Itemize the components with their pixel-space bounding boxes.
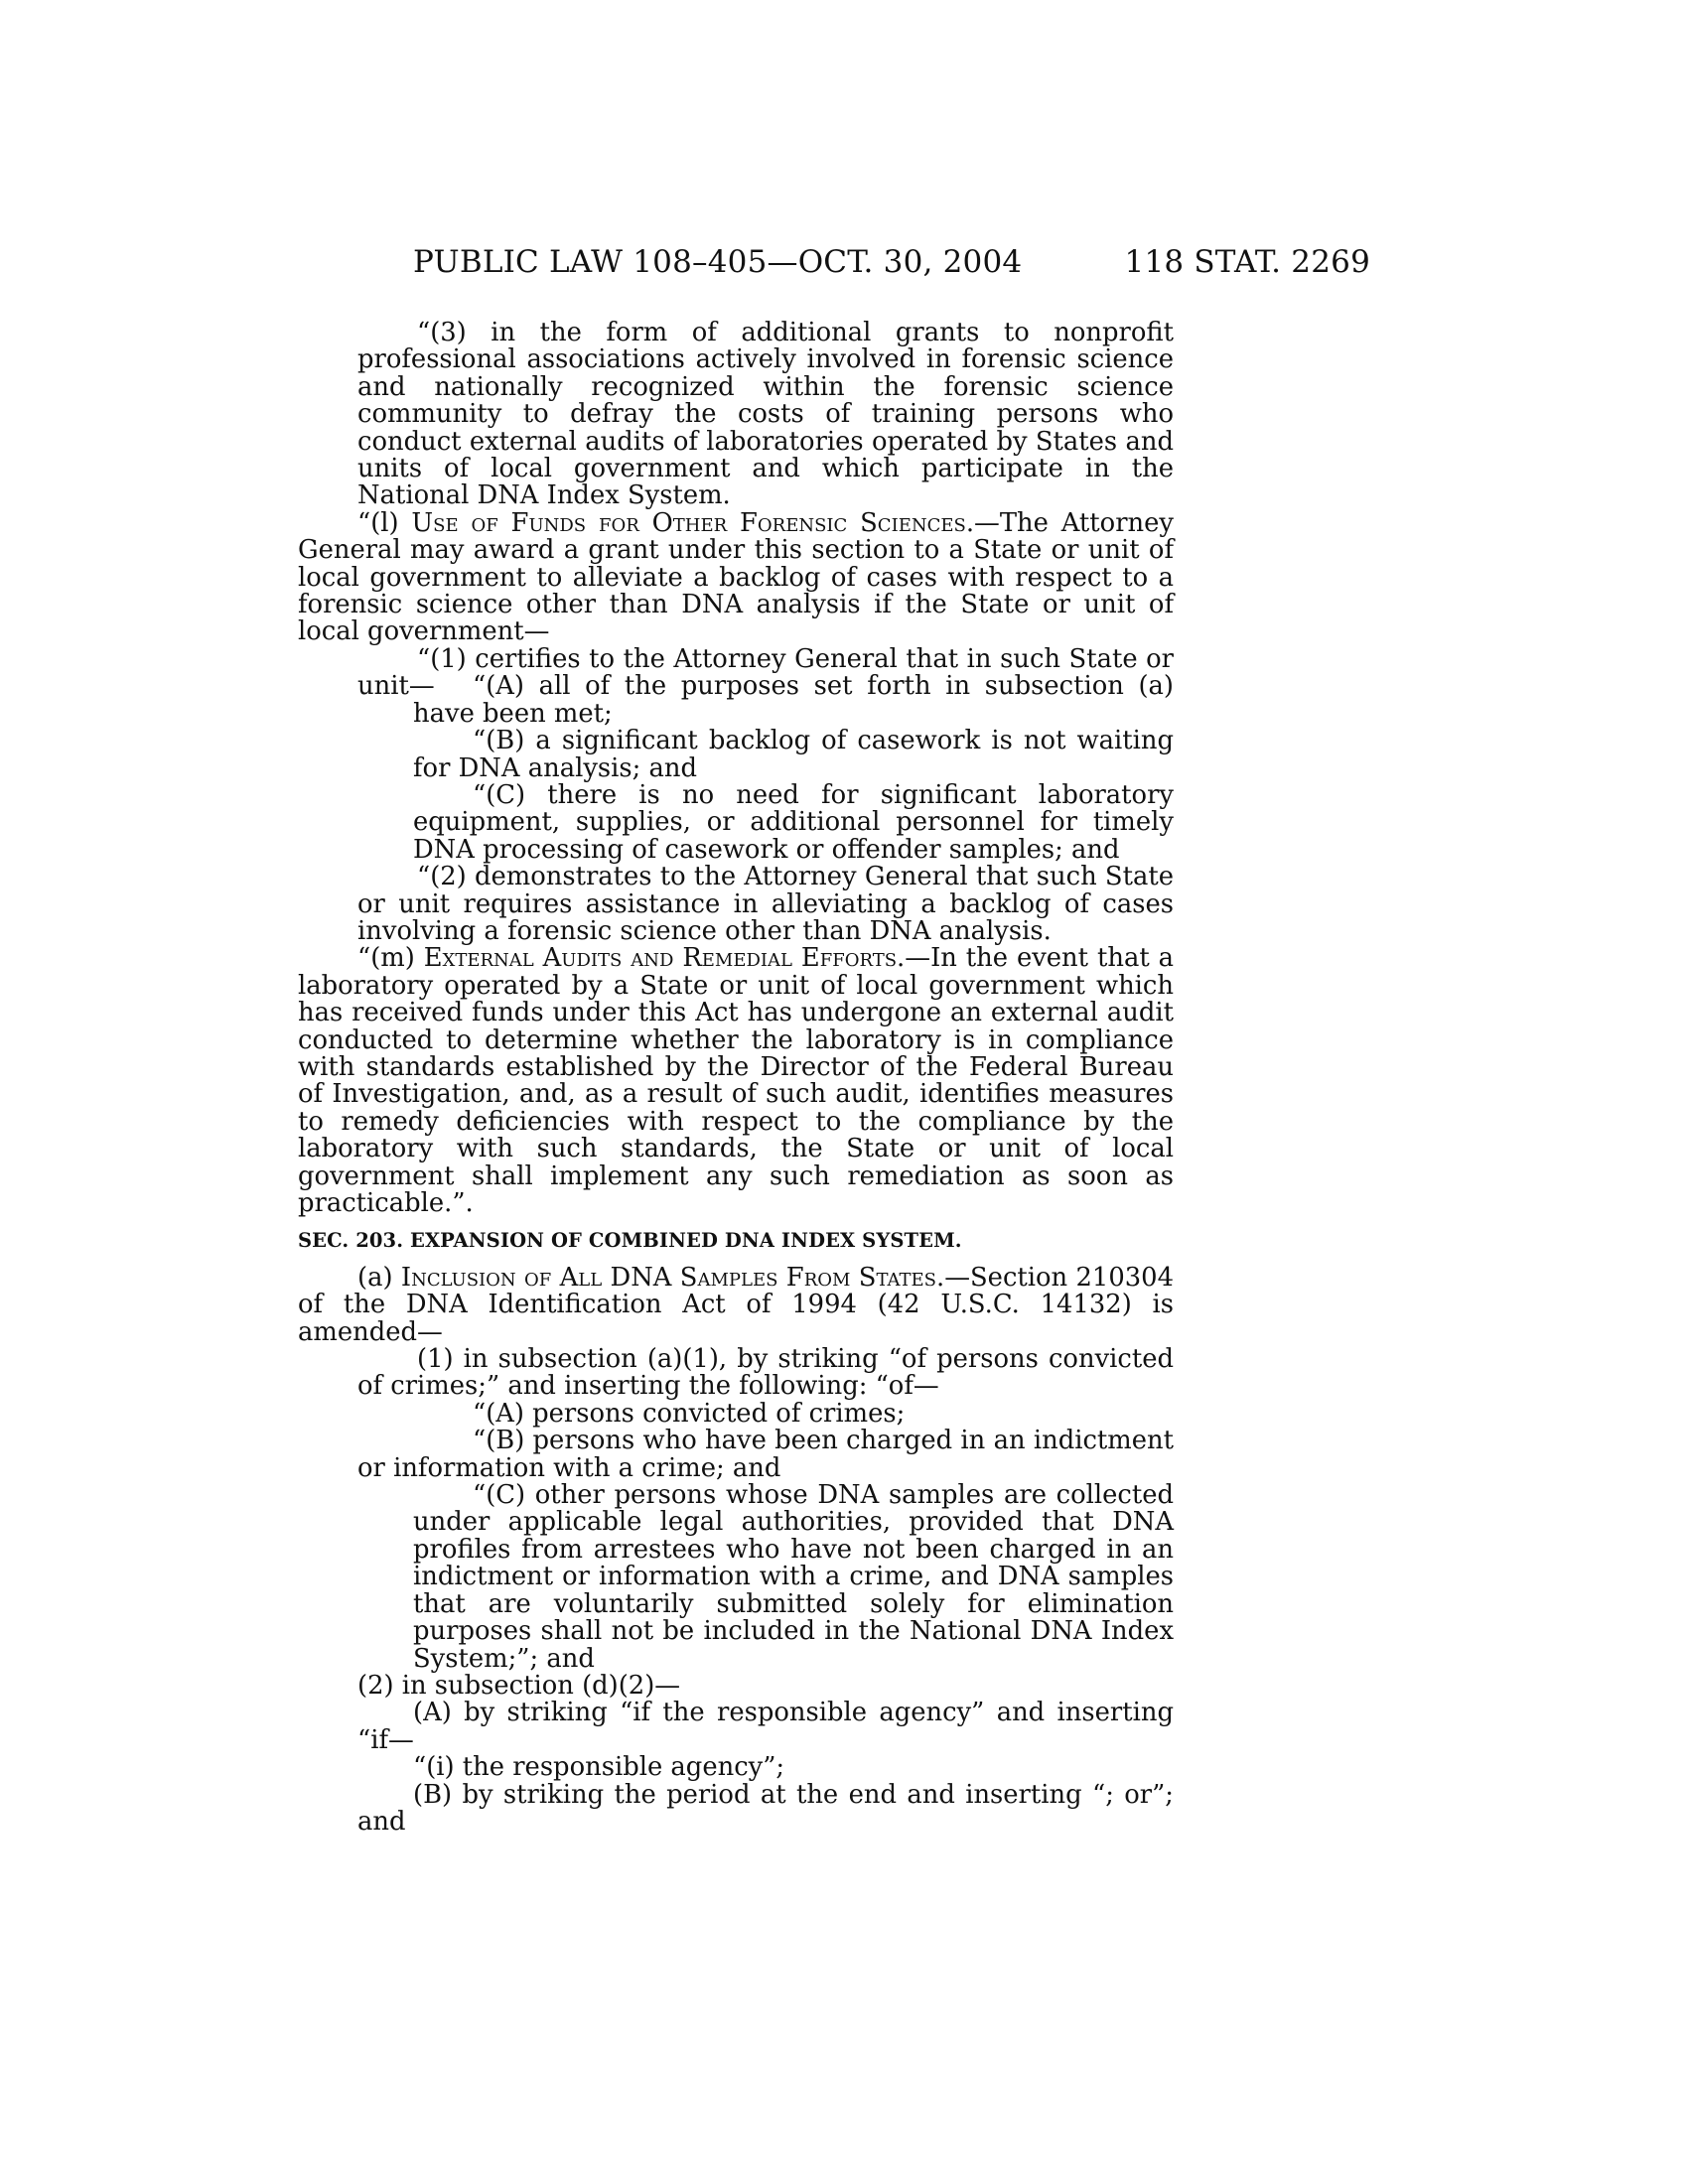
paragraph-sec203-a2: (2) in subsection (d)(2)— — [357, 1670, 681, 1701]
page-header — [298, 244, 1370, 288]
paragraph-sec203-a1: (1) in subsection (a)(1), by striking “of persons convicted of crimes;” and inserting the following: “of— — [357, 1344, 1174, 1402]
paragraph-sec203-a1-a: “(A) persons convicted of crimes; — [473, 1398, 906, 1429]
paragraph-l-label: “(l) — [357, 507, 412, 538]
paragraph-l — [298, 507, 1174, 647]
paragraph-sec203-a-heading: Inclusion of All DNA Samples From States. — [400, 1262, 945, 1293]
public-law-title: PUBLIC LAW 108–405—OCT. 30, 2004 — [413, 244, 1023, 280]
paragraph-sec203-a2-a-i: “(i) the responsible agency”; — [413, 1752, 785, 1783]
paragraph-l1-b: “(B) a significant backlog of casework is not waiting for DNA analysis; and — [413, 726, 1174, 783]
paragraph-l1-c: “(C) there is no need for significant laboratory equipment, supplies, or additional personnel for timely DNA processing of casework or offender samples; and — [413, 779, 1174, 865]
paragraph-l-heading: Use of Funds for Other Forensic Sciences. — [411, 507, 975, 538]
paragraph-k3: “(3) in the form of additional grants to nonprofit professional associations actively involved in forensic science and nationally recognized within the forensic science community to defray the costs of training persons who conduct external audits of laboratories operated by States and units of local government and which participate in the National DNA Index System. — [357, 318, 1174, 511]
paragraph-sec203-a-text: —Section 210304 of the DNA Identification Act of 1994 (42 U.S.C. 14132) is amended— — [298, 1262, 1174, 1347]
stat-page-number: 118 STAT. 2269 — [1124, 244, 1370, 280]
paragraph-l2: “(2) demonstrates to the Attorney General that such State or unit requires assistance in alleviating a backlog of cases involving a forensic science other than DNA analysis. — [357, 862, 1174, 946]
paragraph-l1: “(1) certifies to the Attorney General that in such State or unit— — [357, 643, 1174, 702]
paragraph-m-text: —In the event that a laboratory operated by a State or unit of local government which has received funds under this Act has undergone an external audit conducted to determine whether the laboratory is in compliance with standards established by the Director of the Federal Bureau of Investigation, and, as a result of such audit, identifies measures to remedy deficiencies with respect to the compliance by the laboratory with such standards, the State or unit of local government shall implement any such remediation as soon as practicable.”. — [298, 943, 1174, 1219]
paragraph-l-text: —The Attorney General may award a grant under this section to a State or unit of local government to alleviate a backlog of cases with respect to a forensic science other than DNA analysis if the State or unit of local government— — [298, 507, 1174, 647]
paragraph-l1-a: “(A) all of the purposes set forth in subsection (a) have been met; — [413, 671, 1174, 729]
paragraph-sec203-a1-b: “(B) persons who have been charged in an indictment or information with a crime; and — [357, 1426, 1174, 1483]
paragraph-m-heading: External Audits and Remedial Efforts. — [423, 943, 906, 974]
paragraph-sec203-a2-a: (A) by striking “if the responsible agency” and inserting “if— — [357, 1698, 1174, 1755]
paragraph-m-label: “(m) — [357, 943, 424, 974]
section-heading: SEC. 203. EXPANSION OF COMBINED DNA INDEX SYSTEM. — [298, 1229, 962, 1253]
document-body — [298, 320, 1174, 1836]
paragraph-sec203-a2-b: (B) by striking the period at the end and inserting “; or”; and — [357, 1779, 1174, 1837]
paragraph-sec203-a1-c: “(C) other persons whose DNA samples are collected under applicable legal authorities, provided that DNA profiles from arrestees who have not been charged in an indictment or information with a crime, and DNA samples that are voluntarily submitted solely for elimination purposes shall not be included in the National DNA Index System;”; and — [413, 1480, 1174, 1674]
paragraph-sec203-a-label: (a) — [357, 1262, 401, 1293]
paragraph-m — [298, 945, 1174, 1217]
paragraph-sec203-a — [298, 1262, 1174, 1347]
